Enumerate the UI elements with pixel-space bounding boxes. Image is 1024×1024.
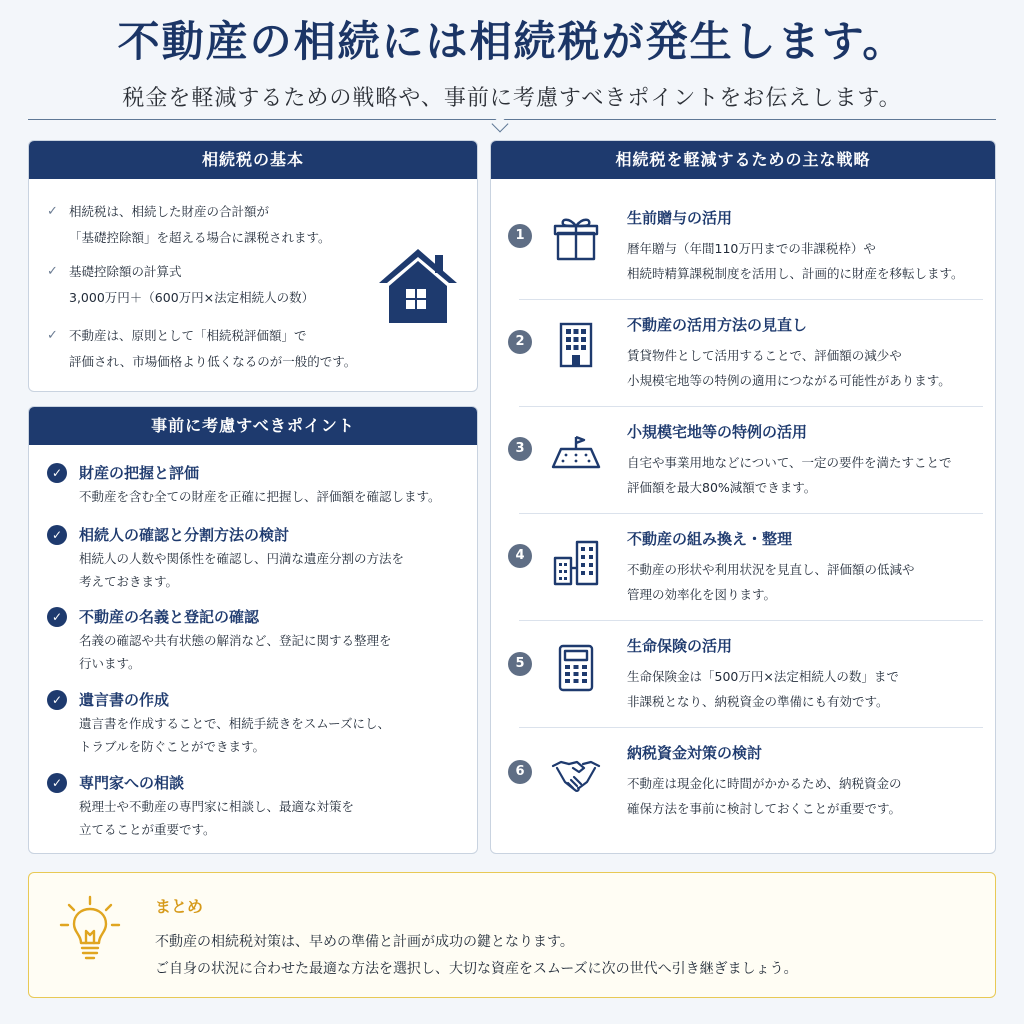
- city-buildings-icon: [551, 538, 601, 588]
- strategy-item: [491, 193, 996, 300]
- strategy-title: 不動産の組み換え・整理: [627, 530, 793, 548]
- summary-body: [155, 929, 798, 983]
- step-number: 1: [508, 224, 532, 248]
- strategy-title: 生前贈与の活用: [627, 209, 733, 227]
- basic-item-line: 3,000万円＋（600万円×法定相続人の数）: [69, 290, 315, 305]
- point-body: 相続人の人数や関係性を確認し、円満な遺産分割の方法を 考えておきます。: [79, 551, 405, 589]
- check-circle-icon: ✓: [47, 773, 67, 793]
- basics-heading: 相続税の基本: [29, 141, 477, 179]
- step-number: 3: [508, 437, 532, 461]
- handshake-icon: [551, 750, 601, 800]
- point-title: 相続人の確認と分割方法の検討: [79, 526, 290, 544]
- basic-item-line: 基礎控除額の計算式: [69, 264, 182, 279]
- basic-item: [47, 259, 314, 311]
- step-number: 6: [508, 760, 532, 784]
- basic-item-line: 評価され、市場価格より低くなるのが一般的です。: [69, 354, 357, 369]
- point-item: [47, 771, 467, 841]
- page-subtitle: 税金を軽減するための戦略や、事前に考慮すべきポイントをお伝えします。: [122, 86, 902, 111]
- strategy-title: 不動産の活用方法の見直し: [627, 316, 808, 334]
- check-icon: ✓: [47, 328, 58, 343]
- point-body: 名義の確認や共有状態の解消など、登記に関する整理を 行います。: [79, 633, 392, 671]
- points-panel: [28, 406, 478, 854]
- strategy-body: 暦年贈与（年間110万円までの非課税枠）や 相続時精算課税制度を活用し、計画的に財産を移転します。: [627, 241, 964, 281]
- house-icon: [373, 245, 463, 325]
- point-item: [47, 523, 467, 593]
- land-plot-icon: [551, 429, 601, 479]
- check-circle-icon: ✓: [47, 690, 67, 710]
- strategy-item: [491, 407, 996, 514]
- basic-item-line: 不動産は、原則として「相続税評価額」で: [69, 328, 307, 343]
- strategy-body: 生命保険金は「500万円×法定相続人の数」まで 非課税となり、納税資金の準備にも有効です。: [627, 669, 899, 709]
- basic-item-line: 相続税は、相続した財産の合計額が: [69, 204, 270, 219]
- page-title: 不動産の相続には相続税が発生します。: [117, 17, 907, 66]
- point-body: 遺言書を作成することで、相続手続きをスムーズにし、 トラブルを防ぐことができます。: [79, 716, 391, 754]
- strategy-body: 賃貸物件として活用することで、評価額の減少や 小規模宅地等の特例の適用につながる可能性があります。: [627, 348, 951, 388]
- step-number: 2: [508, 330, 532, 354]
- check-icon: ✓: [47, 264, 58, 279]
- divider: [28, 119, 996, 120]
- point-body: 不動産を含む全ての財産を正確に把握し、評価額を確認します。: [79, 489, 441, 504]
- step-number: 5: [508, 652, 532, 676]
- point-title: 財産の把握と評価: [79, 464, 200, 482]
- check-circle-icon: ✓: [47, 607, 67, 627]
- strategies-panel: [490, 140, 996, 854]
- strategy-body: 自宅や事業用地などについて、一定の要件を満たすことで 評価額を最大80%減額できます。: [627, 455, 952, 495]
- point-title: 専門家への相談: [79, 774, 185, 792]
- point-title: 遺言書の作成: [79, 691, 170, 709]
- strategy-item: [491, 514, 996, 621]
- strategy-title: 納税資金対策の検討: [627, 744, 763, 762]
- building-icon: [551, 320, 601, 370]
- summary-title: まとめ: [155, 897, 204, 916]
- point-item: [47, 605, 467, 675]
- check-circle-icon: ✓: [47, 525, 67, 545]
- point-item: [47, 461, 467, 508]
- point-item: [47, 688, 467, 758]
- strategy-body: 不動産の形状や利用状況を見直し、評価額の低減や 管理の効率化を図ります。: [627, 562, 915, 602]
- strategies-heading: 相続税を軽減するための主な戦略: [491, 141, 995, 179]
- point-body: 税理士や不動産の専門家に相談し、最適な対策を 立てることが重要です。: [79, 799, 355, 837]
- strategy-title: 生命保険の活用: [627, 637, 733, 655]
- basic-item-line: 「基礎控除額」を超える場合に課税されます。: [69, 230, 331, 245]
- summary-panel: [28, 872, 996, 998]
- summary-line: 不動産の相続税対策は、早めの準備と計画が成功の鍵となります。: [155, 934, 574, 950]
- strategy-item: [491, 621, 996, 728]
- gift-icon: [551, 213, 601, 263]
- strategy-body: 不動産は現金化に時間がかかるため、納税資金の 確保方法を事前に検討しておくことが重要です。: [627, 776, 902, 816]
- strategy-title: 小規模宅地等の特例の活用: [627, 423, 808, 441]
- check-icon: ✓: [47, 204, 58, 219]
- summary-line: ご自身の状況に合わせた最適な方法を選択し、大切な資産をスムーズに次の世代へ引き継ぎましょう。: [155, 961, 798, 977]
- step-number: 4: [508, 544, 532, 568]
- basic-item: [47, 199, 331, 251]
- point-title: 不動産の名義と登記の確認: [79, 608, 260, 626]
- strategy-item: [491, 300, 996, 407]
- basics-panel: [28, 140, 478, 392]
- strategy-item: [491, 728, 996, 835]
- basic-item: [47, 323, 356, 375]
- points-heading: 事前に考慮すべきポイント: [29, 407, 477, 445]
- check-circle-icon: ✓: [47, 463, 67, 483]
- calculator-icon: [551, 643, 601, 693]
- lightbulb-icon: [59, 895, 121, 965]
